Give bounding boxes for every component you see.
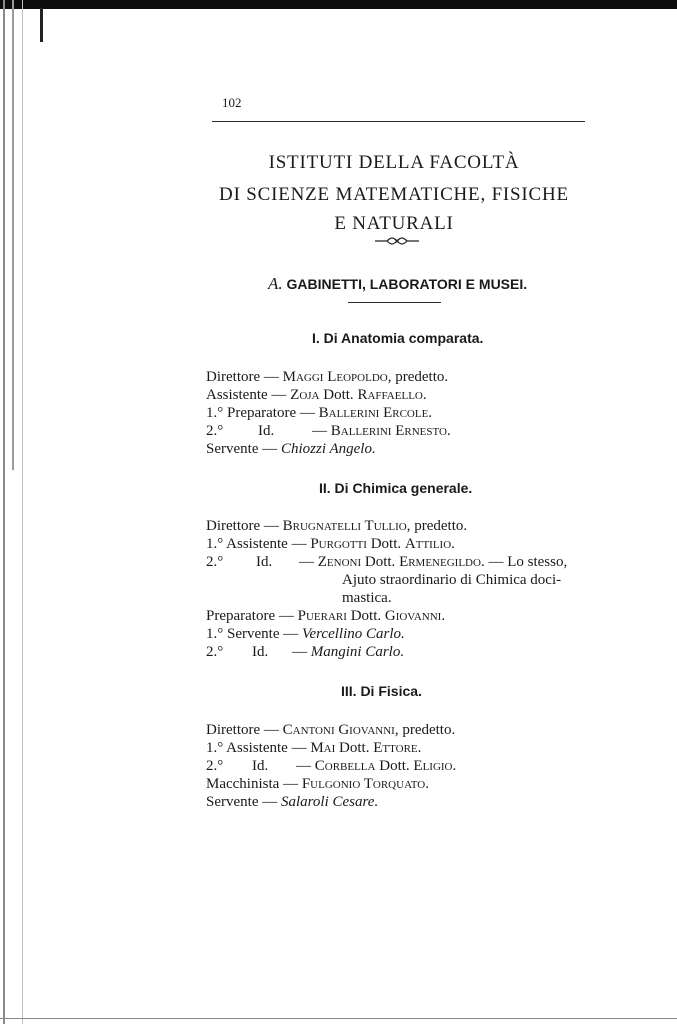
title-line-3: E NATURALI — [334, 213, 454, 234]
main-heading-letter: A. — [268, 274, 283, 293]
ornament-icon — [373, 236, 421, 246]
staff-row: 2.° Id. — Corbella Dott. Eligio. — [206, 758, 457, 774]
staff-row: Preparatore — Puerari Dott. Giovanni. — [206, 608, 446, 624]
page-number: 102 — [222, 95, 242, 110]
staff-row: 1.° Preparatore — Ballerini Ercole. — [206, 405, 433, 421]
staff-row: Macchinista — Fulgonio Torquato. — [206, 776, 430, 792]
staff-row-continuation: mastica. — [342, 590, 392, 606]
staff-row: Direttore — Maggi Leopoldo, predetto. — [206, 369, 449, 385]
section-title: II. Di Chimica generale. — [319, 480, 473, 496]
heading-rule — [348, 302, 441, 303]
section-title: I. Di Anatomia comparata. — [312, 330, 484, 346]
main-heading — [268, 274, 527, 294]
staff-row: Direttore — Brugnatelli Tullio, predetto. — [206, 518, 468, 534]
staff-row: Assistente — Zoja Dott. Raffaello. — [206, 387, 427, 403]
staff-row: 2.° Id. — Mangini Carlo. — [206, 644, 405, 660]
staff-row: Servente — Chiozzi Angelo. — [206, 441, 376, 457]
staff-row: 2.° Id. — Zenoni Dott. Ermenegildo. — Lo stesso, — [206, 554, 568, 570]
staff-row: 1.° Assistente — Mai Dott. Ettore. — [206, 740, 422, 756]
staff-row: 1.° Assistente — Purgotti Dott. Attilio. — [206, 536, 455, 552]
main-heading-text: GABINETTI, LABORATORI E MUSEI. — [286, 276, 528, 292]
scan-bottom-edge — [0, 1018, 677, 1019]
title-line-2: DI SCIENZE MATEMATICHE, FISICHE — [219, 184, 569, 205]
staff-row-continuation: Ajuto straordinario di Chimica doci- — [342, 572, 562, 588]
scan-top-border — [0, 0, 677, 9]
staff-row: Direttore — Cantoni Giovanni, predetto. — [206, 722, 456, 738]
staff-row: Servente — Salaroli Cesare. — [206, 794, 379, 810]
scan-left-edge — [0, 0, 46, 1024]
staff-row: 2.° Id. — Ballerini Ernesto. — [206, 423, 451, 439]
staff-row: 1.° Servente — Vercellino Carlo. — [206, 626, 405, 642]
header-rule — [212, 121, 585, 122]
title-line-1: ISTITUTI DELLA FACOLTÀ — [268, 152, 520, 173]
section-title: III. Di Fisica. — [341, 683, 422, 699]
